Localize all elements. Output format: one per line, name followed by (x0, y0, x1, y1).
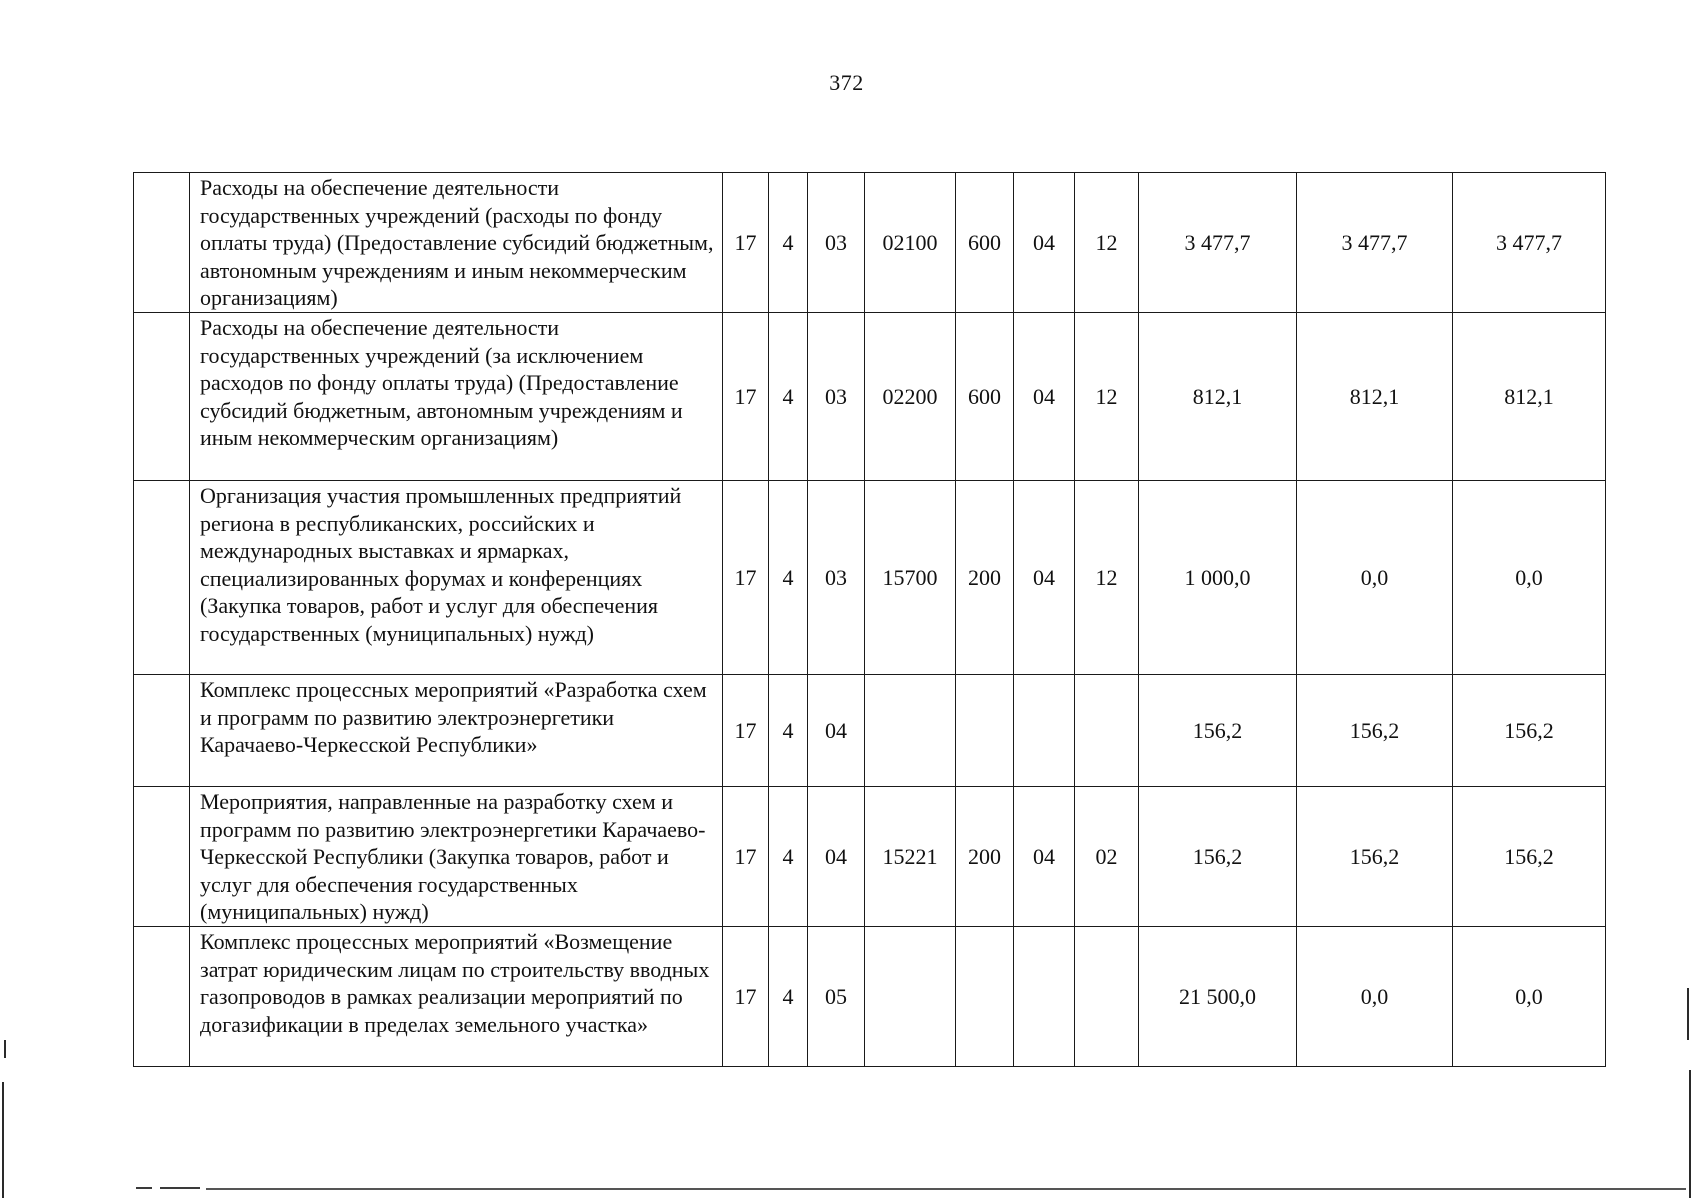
amount-cell: 812,1 (1139, 313, 1297, 481)
scan-artifact-dash (206, 1188, 1686, 1190)
code-cell (1014, 675, 1075, 787)
scan-artifact-line (4, 1040, 6, 1058)
code-cell: 4 (769, 173, 808, 313)
code-cell: 02100 (865, 173, 956, 313)
description-cell: Комплекс процессных мероприятий «Возмещение затрат юридическим лицам по строительству вводных газопроводов в рамках реализации мероприятий по догазификации в пределах земельного участка» (190, 927, 723, 1067)
table-row (134, 787, 1606, 927)
code-cell (865, 927, 956, 1067)
scan-artifact-dash (136, 1187, 152, 1189)
table-row (134, 927, 1606, 1067)
code-cell (1075, 927, 1139, 1067)
code-cell: 4 (769, 313, 808, 481)
amount-cell: 3 477,7 (1297, 173, 1453, 313)
amount-cell: 3 477,7 (1453, 173, 1606, 313)
code-cell: 17 (723, 787, 769, 927)
code-cell: 03 (808, 481, 865, 675)
amount-cell: 812,1 (1453, 313, 1606, 481)
table-row (134, 313, 1606, 481)
code-cell: 04 (1014, 313, 1075, 481)
description-cell: Мероприятия, направленные на разработку схем и программ по развитию электроэнергетики Карачаево-Черкесской Республики (Закупка товаров, работ и услуг для обеспечения государственных (муниципальных) нужд) (190, 787, 723, 927)
budget-table (133, 172, 1606, 1067)
amount-cell: 3 477,7 (1139, 173, 1297, 313)
code-cell: 02 (1075, 787, 1139, 927)
row-number-cell (134, 313, 190, 481)
code-cell (956, 675, 1014, 787)
scan-artifact-line (1689, 1070, 1691, 1198)
amount-cell: 21 500,0 (1139, 927, 1297, 1067)
code-cell: 12 (1075, 481, 1139, 675)
code-cell: 4 (769, 481, 808, 675)
code-cell: 17 (723, 675, 769, 787)
amount-cell: 156,2 (1453, 675, 1606, 787)
code-cell: 200 (956, 787, 1014, 927)
amount-cell: 156,2 (1297, 787, 1453, 927)
description-cell: Организация участия промышленных предприятий региона в республиканских, российских и международных выставках и ярмарках, специализированных форумах и конференциях (Закупка товаров, работ и услуг для обеспечения государственных (муниципальных) нужд) (190, 481, 723, 675)
description-cell: Расходы на обеспечение деятельности государственных учреждений (расходы по фонду оплаты труда) (Предоставление субсидий бюджетным, автономным учреждениям и иным некоммерческим организациям) (190, 173, 723, 313)
code-cell: 4 (769, 787, 808, 927)
code-cell: 04 (1014, 173, 1075, 313)
row-number-cell (134, 675, 190, 787)
code-cell (1014, 927, 1075, 1067)
amount-cell: 0,0 (1453, 927, 1606, 1067)
amount-cell: 156,2 (1139, 787, 1297, 927)
scan-artifact-dash (160, 1187, 200, 1189)
amount-cell: 0,0 (1297, 927, 1453, 1067)
table-row (134, 173, 1606, 313)
page-number: 372 (829, 70, 864, 95)
code-cell: 17 (723, 313, 769, 481)
description-cell: Расходы на обеспечение деятельности государственных учреждений (за исключением расходов по фонду оплаты труда) (Предоставление субсидий бюджетным, автономным учреждениям и иным некоммерческим организациям) (190, 313, 723, 481)
row-number-cell (134, 787, 190, 927)
code-cell (956, 927, 1014, 1067)
code-cell (1075, 675, 1139, 787)
code-cell: 600 (956, 313, 1014, 481)
amount-cell: 812,1 (1297, 313, 1453, 481)
code-cell: 15221 (865, 787, 956, 927)
amount-cell: 1 000,0 (1139, 481, 1297, 675)
row-number-cell (134, 173, 190, 313)
row-number-cell (134, 927, 190, 1067)
table-row (134, 481, 1606, 675)
code-cell: 04 (808, 787, 865, 927)
code-cell: 17 (723, 173, 769, 313)
amount-cell: 156,2 (1139, 675, 1297, 787)
row-number-cell (134, 481, 190, 675)
code-cell: 12 (1075, 173, 1139, 313)
table-row (134, 675, 1606, 787)
code-cell: 4 (769, 675, 808, 787)
code-cell: 15700 (865, 481, 956, 675)
code-cell: 03 (808, 313, 865, 481)
code-cell: 200 (956, 481, 1014, 675)
code-cell (865, 675, 956, 787)
scan-artifact-line (2, 1082, 4, 1198)
amount-cell: 156,2 (1297, 675, 1453, 787)
code-cell: 03 (808, 173, 865, 313)
amount-cell: 156,2 (1453, 787, 1606, 927)
code-cell: 04 (1014, 787, 1075, 927)
amount-cell: 0,0 (1297, 481, 1453, 675)
scan-artifact-line (1687, 988, 1689, 1040)
code-cell: 12 (1075, 313, 1139, 481)
code-cell: 17 (723, 481, 769, 675)
description-cell: Комплекс процессных мероприятий «Разработка схем и программ по развитию электроэнергетики Карачаево-Черкесской Республики» (190, 675, 723, 787)
amount-cell: 0,0 (1453, 481, 1606, 675)
code-cell: 4 (769, 927, 808, 1067)
code-cell: 02200 (865, 313, 956, 481)
code-cell: 05 (808, 927, 865, 1067)
code-cell: 04 (1014, 481, 1075, 675)
code-cell: 17 (723, 927, 769, 1067)
code-cell: 600 (956, 173, 1014, 313)
code-cell: 04 (808, 675, 865, 787)
